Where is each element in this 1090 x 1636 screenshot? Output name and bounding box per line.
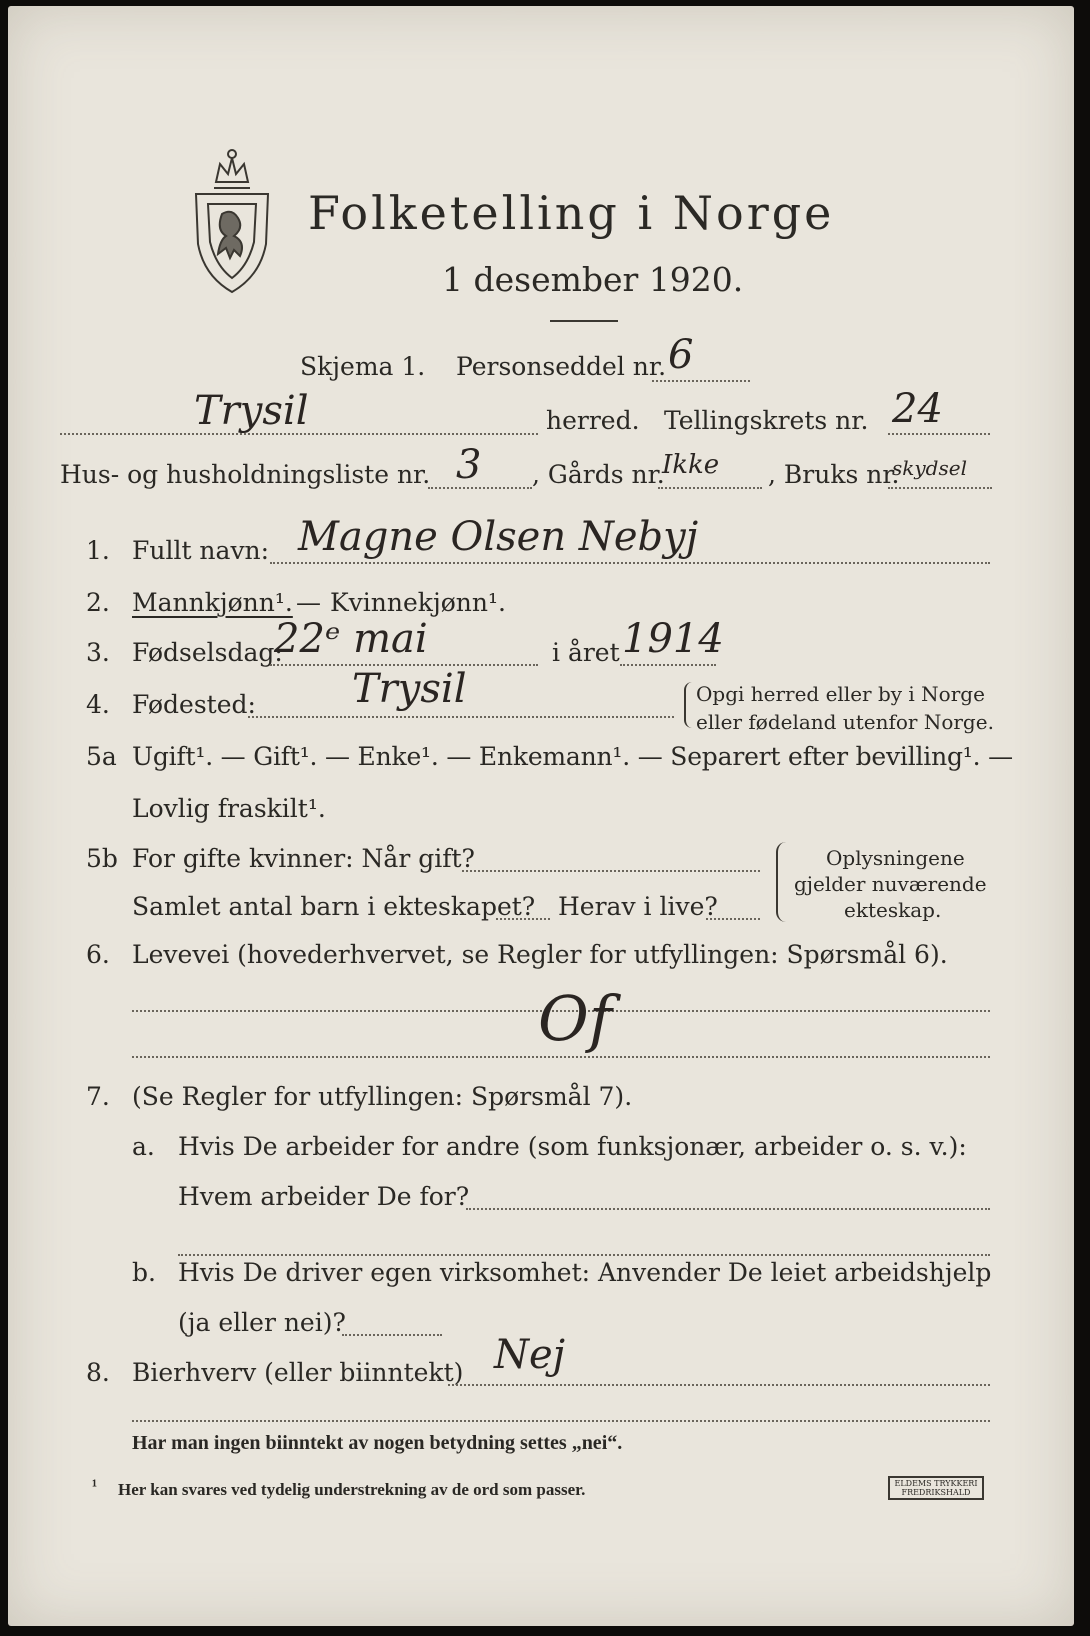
printer-stamp: ELDEMS TRYKKERI FREDRIKSHALD (888, 1476, 984, 1500)
q5b-alive-line (706, 918, 760, 920)
herred-label: herred. (546, 406, 640, 435)
q7b-letter: b. (132, 1258, 156, 1287)
q2-separator: — (296, 588, 321, 617)
footnote-text: Her kan svares ved tydelig understrekning av de ord som passer. (118, 1480, 586, 1499)
footer-note: Har man ingen biinntekt av nogen betydning settes „nei“. (132, 1432, 623, 1454)
q7b-answer-line (342, 1334, 442, 1336)
q6-label: Levevei (hovederhvervet, se Regler for utfyllingen: Spørsmål 6). (132, 940, 948, 969)
skjema-label: Skjema 1. (300, 352, 426, 381)
q1-number: 1. (86, 536, 110, 565)
husliste-value[interactable]: 3 (456, 442, 482, 488)
bruks-label: , Bruks nr. (768, 460, 900, 489)
q5a-divorced-option[interactable]: Lovlig fraskilt¹. (132, 794, 326, 823)
q3-year-value[interactable]: 1914 (622, 616, 724, 662)
q7b-text-line2: (ja eller nei)? (178, 1308, 346, 1337)
q4-birthplace-value[interactable]: Trysil (352, 666, 467, 712)
q5b-note-line1: Oplysningene (826, 846, 965, 870)
q7a-text-line1: Hvis De arbeider for andre (som funksjonær, arbeider o. s. v.): (178, 1132, 967, 1161)
q7b-text-line1: Hvis De driver egen virksomhet: Anvender De leiet arbeidshjelp (178, 1258, 992, 1287)
q5b-number: 5b (86, 844, 118, 873)
husliste-label: Hus- og husholdningsliste nr. (60, 460, 431, 489)
q5b-married-when-label: For gifte kvinner: Når gift? (132, 844, 475, 873)
q8-secondary-income-value[interactable]: Nej (494, 1332, 566, 1378)
q5a-marital-options[interactable]: Ugift¹. — Gift¹. — Enke¹. — Enkemann¹. — Separert efter bevilling¹. — (132, 742, 1013, 771)
q4-brace (684, 682, 692, 728)
personseddel-label: Personseddel nr. (456, 352, 667, 381)
q4-line (248, 716, 674, 718)
q7-number: 7. (86, 1082, 110, 1111)
q6-number: 6. (86, 940, 110, 969)
bruks-value[interactable]: skydsel (892, 456, 967, 480)
q8-number: 8. (86, 1358, 110, 1387)
q7a-letter: a. (132, 1132, 155, 1161)
q3-year-label: i året (552, 638, 620, 667)
q1-label: Fullt navn: (132, 536, 270, 565)
gards-value[interactable]: Ikke (662, 450, 720, 480)
gards-label: , Gårds nr. (532, 460, 665, 489)
q4-label: Fødested: (132, 690, 256, 719)
q8-line-1 (448, 1384, 990, 1386)
q1-line (270, 562, 990, 564)
title-divider (550, 320, 618, 322)
personseddel-line (652, 380, 750, 382)
coat-of-arms-icon (186, 144, 278, 296)
personseddel-value[interactable]: 6 (668, 332, 694, 378)
q5b-children-label: Samlet antal barn i ekteskapet? (132, 892, 536, 921)
q6-line-2 (132, 1056, 990, 1058)
q5a-number: 5a (86, 742, 117, 771)
q5b-note-line2: gjelder nuværende (794, 872, 987, 896)
q2-female-option[interactable]: Kvinnekjønn¹. (330, 588, 506, 617)
tellingskrets-value[interactable]: 24 (892, 386, 943, 432)
q3-birthday-value[interactable]: 22ᵉ mai (274, 616, 428, 662)
form-title: Folketelling i Norge (308, 186, 835, 240)
q7a-extra-line (178, 1254, 990, 1256)
q7a-employer-line (466, 1208, 990, 1210)
tellingskrets-line (888, 433, 990, 435)
q1-full-name-value[interactable]: Magne Olsen Nebyj (298, 514, 699, 560)
q2-number: 2. (86, 588, 110, 617)
q5b-note-line3: ekteskap. (844, 898, 942, 922)
q5b-alive-label: Herav i live? (558, 892, 718, 921)
footnote-mark: ¹ (92, 1476, 98, 1495)
q7-label: (Se Regler for utfyllingen: Spørsmål 7). (132, 1082, 633, 1111)
q3-label: Fødselsdag: (132, 638, 283, 667)
q8-label: Bierhverv (eller biinntekt) (132, 1358, 464, 1387)
q4-note-line1: Opgi herred eller by i Norge (696, 682, 985, 706)
q4-note-line2: eller fødeland utenfor Norge. (696, 710, 994, 734)
q3-number: 3. (86, 638, 110, 667)
q5b-brace (776, 842, 786, 922)
form-subtitle: 1 desember 1920. (442, 260, 744, 299)
q6-occupation-value[interactable]: Of (538, 982, 612, 1055)
q5b-married-when-line (462, 870, 760, 872)
q2-male-option[interactable]: Mannkjønn¹. (132, 588, 293, 617)
census-form-page (8, 6, 1074, 1626)
gards-line (658, 487, 762, 489)
q7a-text-line2: Hvem arbeider De for? (178, 1182, 470, 1211)
tellingskrets-label: Tellingskrets nr. (664, 406, 869, 435)
q5b-children-line (496, 918, 550, 920)
q4-number: 4. (86, 690, 110, 719)
bruks-line (888, 487, 992, 489)
herred-value[interactable]: Trysil (194, 388, 309, 434)
q8-line-2 (132, 1420, 990, 1422)
q3-year-line (620, 664, 716, 666)
